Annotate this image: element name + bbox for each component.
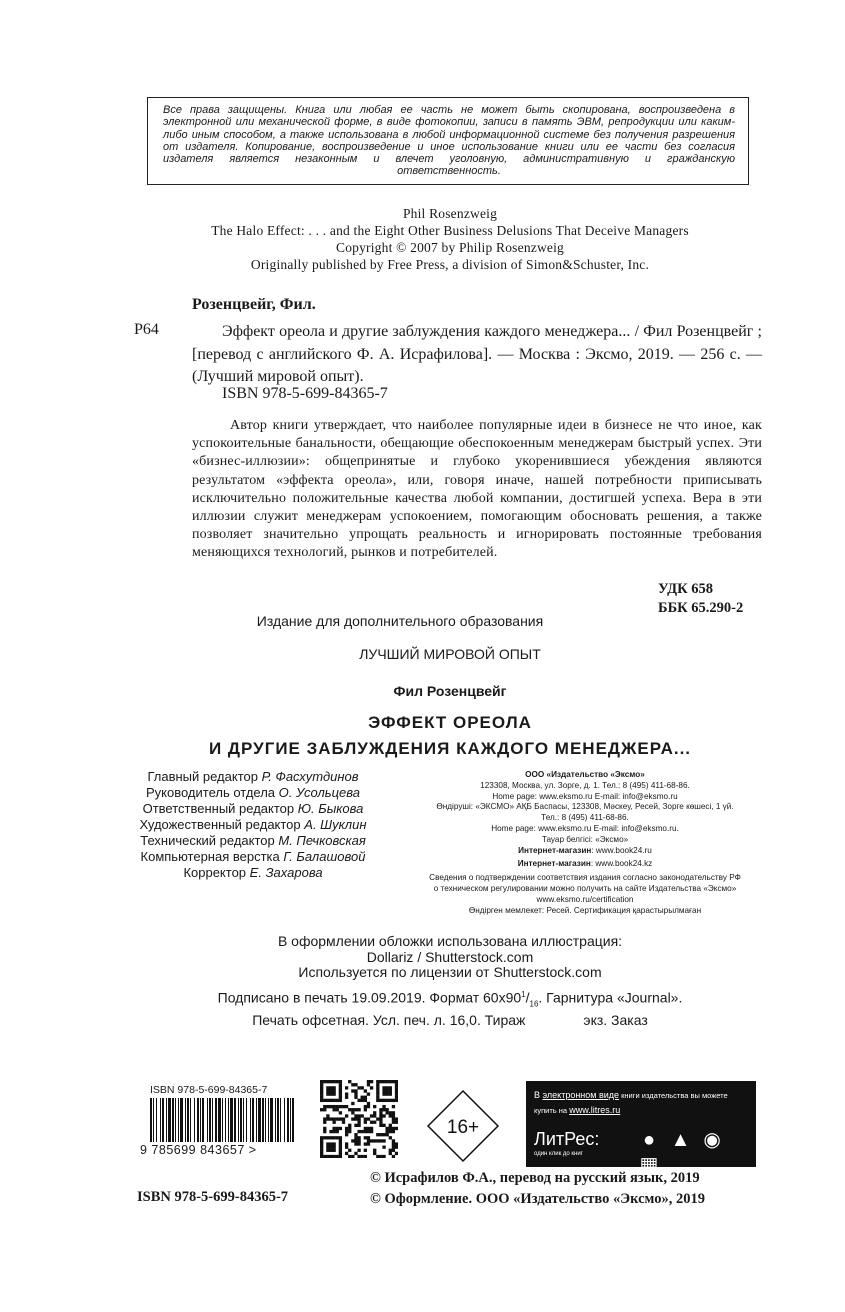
catalog-annotation: Автор книги утверждает, что наиболее популярные идеи в бизнесе не что иное, как успокоительные банальности, обещающие обеспокоенным менеджерам быстрый успех. Эти «бизнес-иллюзии»: общепринятые и глубоко укоренившиеся убеждения являются результатом «эффекта ореола», или, говоря иначе, нашей потребности приписывать исключительно положительные качества любой компании, достигшей успеха. Вера в эти иллюзии служит менеджерам успокоением, помогающим обосновать решения, а также позволяет значительно упрощать реальность и игнорировать постоянные требования меняющихся технологий, рынков и потребителей. (192, 418, 762, 561)
android-icon: ▲ (670, 1129, 691, 1151)
staff-line: Ответственный редактор Ю. Быкова (142, 801, 364, 816)
bbk-code: ББК 65.290-2 (658, 600, 744, 616)
original-publisher: Originally published by Free Press, a division of Simon&Schuster, Inc. (250, 257, 650, 272)
publisher-kz-web: Home page: www.eksmo.ru E-mail: info@eksmo.ru. (491, 823, 679, 833)
publisher-info (395, 770, 775, 916)
isbn-bottom: ISBN 978-5-699-84365-7 (137, 1189, 289, 1205)
publisher-web: Home page: www.eksmo.ru E-mail: info@eksmo.ru (492, 791, 678, 801)
staff-line: Художественный редактор А. Шуклин (139, 817, 367, 832)
kz-cert: Өндірген мемлекет: Ресей. Сертификация қарастырылмаған (468, 905, 702, 915)
catalog-isbn: ISBN 978-5-699-84365-7 (222, 385, 388, 402)
staff-line: Главный редактор Р. Фасхутдинов (147, 769, 359, 784)
age-rating-badge (426, 1089, 500, 1163)
rights-notice: Все права защищены. Книга или любая ее часть не может быть скопирована, воспроизведена в электронной или механической форме, в виде фотокопии, записи в память ЭВМ, репродукции или каким-либо иным способом, а также использована в любой информационной системе без получения разрешения от издателя. Копирование, воспроизведение и иное использование книги или ее части без согласия издателя является незаконным и влечет уголовную, административную и гражданскую ответственность. (163, 104, 735, 178)
barcode-digits: 9 785699 843657 > (140, 1143, 257, 1157)
book-title-line-1: ЭФФЕКТ ОРЕОЛА (368, 713, 532, 732)
age-rating-text: 16+ (446, 1117, 480, 1138)
publisher-name: ООО «Издательство «Эксмо» (525, 770, 645, 779)
litres-banner (526, 1081, 756, 1176)
print-info-line-1: Подписано в печать 19.09.2019. Формат $60x90^1/_{16}$. Гарнитура «Journal». (217, 989, 683, 1009)
litres-line-1: В электронном виде книги издательства вы можете (534, 1090, 728, 1100)
book-title (100, 710, 800, 762)
staff-credits (118, 769, 388, 881)
litres-line-2: купить на www.litres.ru (534, 1105, 621, 1115)
staff-line: Технический редактор М. Печковская (140, 833, 366, 848)
publisher-kz-line-1: Өндіруші: «ЭКСМО» АҚБ Баспасы, 123308, Мәскеу, Ресей, Зорге көшесі, 1 үй. (436, 802, 734, 812)
cover-credit-line-3: Используется по лицензии от Shutterstock.com (298, 964, 602, 980)
shop-kz: Интернет-магазин: www.book24.kz (517, 859, 653, 869)
windows-icon: ▦ (639, 1154, 659, 1176)
cert-url: www.eksmo.ru/certification (536, 894, 634, 904)
staff-line: Компьютерная верстка Г. Балашовой (140, 849, 366, 864)
udk-code: УДК 658 (658, 581, 714, 597)
author-name: Фил Розенцвейг (393, 683, 507, 699)
catalog-index: Р64 (134, 321, 159, 338)
litres-tagline: один клик до книг (534, 1151, 583, 1157)
apple-icon: ● (642, 1129, 656, 1151)
cover-credit-line-2: Dollariz / Shutterstock.com (366, 948, 534, 965)
windows-phone-icon: ◉ (703, 1129, 721, 1151)
qr-code-icon (320, 1080, 398, 1158)
original-title: The Halo Effect: . . . and the Eight Other Business Delusions That Deceive Managers (211, 223, 689, 238)
catalog-author-heading: Розенцвейг, Фил. (192, 296, 316, 313)
staff-line: Корректор Е. Захарова (183, 865, 323, 880)
series-name: ЛУЧШИЙ МИРОВОЙ ОПЫТ (359, 646, 541, 662)
copyright-block (370, 1168, 705, 1210)
original-copyright: Copyright © 2007 by Philip Rosenzweig (335, 240, 565, 255)
print-info (100, 986, 800, 1029)
barcode-isbn: ISBN 978-5-699-84365-7 (150, 1084, 268, 1096)
cover-credit-line-1: В оформлении обложки использована иллюстрация: (277, 933, 623, 949)
barcode-icon (148, 1098, 298, 1142)
cert-line-2: о техническом регулировании можно получить на сайте Издательства «Эксмо» (433, 883, 737, 893)
staff-line: Руководитель отдела О. Усольцева (145, 785, 361, 800)
catalog-description: Эффект ореола и другие заблуждения каждого менеджера... / Фил Розенцвейг ; [перевод с английского Ф. А. Исрафилова]. — Москва : Эксмо, 2019. — 256 с. — (Лучший мировой опыт). (192, 323, 762, 385)
original-author: Phil Rosenzweig (402, 206, 498, 221)
publisher-kz-trademark: Тауар белгісі: «Эксмо» (541, 834, 629, 844)
cover-credit (100, 934, 800, 981)
book-title-line-2: И ДРУГИЕ ЗАБЛУЖДЕНИЯ КАЖДОГО МЕНЕДЖЕРА... (208, 739, 692, 758)
litres-text (534, 1088, 728, 1118)
publisher-address: 123308, Москва, ул. Зорге, д. 1. Тел.: 8 (495) 411-68-86. (480, 780, 690, 790)
print-info-line-2: Печать офсетная. Усл. печ. л. 16,0. Тираж экз. Заказ (252, 1012, 648, 1029)
edition-note: Издание для дополнительного образования (256, 613, 544, 629)
copyright-translation: © Исрафилов Ф.А., перевод на русский язык, 2019 (370, 1170, 700, 1186)
litres-logo: ЛитРес: (534, 1129, 600, 1149)
cert-line-1: Сведения о подтверждении соответствия издания согласно законодательству РФ (429, 873, 741, 883)
copyright-design: © Оформление. ООО «Издательство «Эксмо», 2019 (370, 1191, 705, 1207)
publisher-kz-line-2: Тел.: 8 (495) 411-68-86. (541, 813, 629, 823)
shop-ru: Интернет-магазин: www.book24.ru (518, 845, 652, 855)
